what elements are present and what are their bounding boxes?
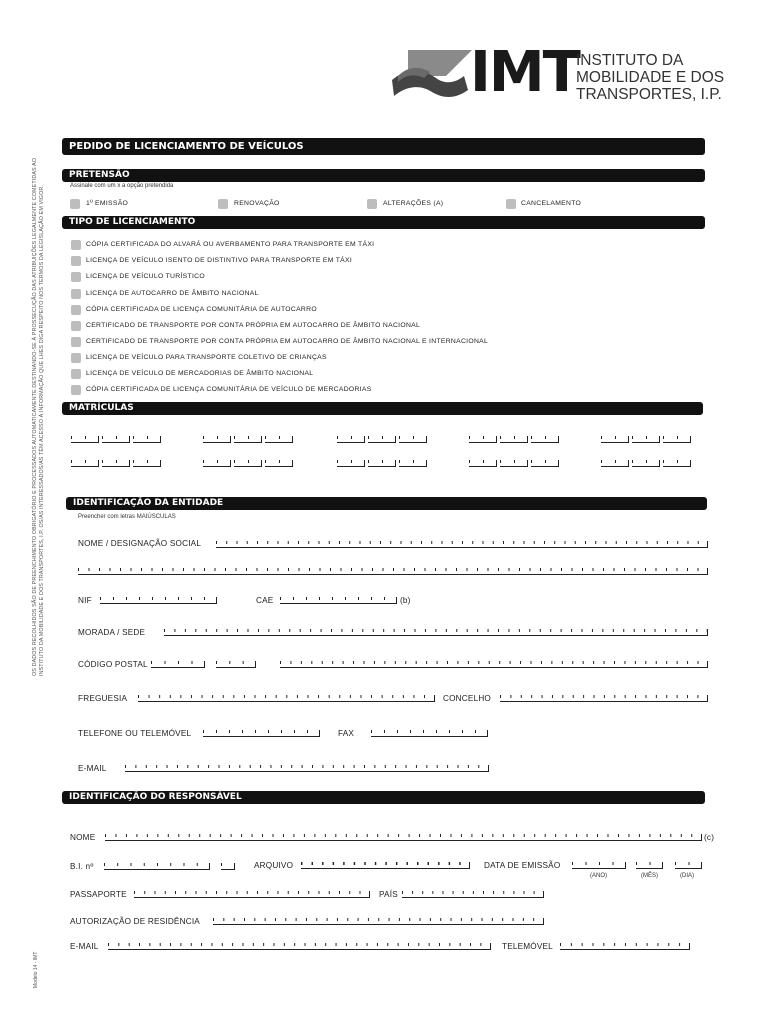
option-label: LICENÇA DE VEÍCULO ISENTO DE DISTINTIVO PARA TRANSPORTE EM TÁXI <box>86 257 353 264</box>
section-heading-matriculas: MATRÍCULAS <box>62 402 703 415</box>
checkbox-renovacao[interactable] <box>218 199 228 209</box>
label-nome-responsavel: NOME <box>70 833 96 842</box>
checkbox-tipo-1[interactable] <box>71 240 81 250</box>
plate-segment-field[interactable] <box>337 436 365 443</box>
plate-segment-field[interactable] <box>203 436 231 443</box>
field-pais[interactable] <box>402 891 544 898</box>
plate-segment-field[interactable] <box>337 460 365 467</box>
option-label: CÓPIA CERTIFICADA DE LICENÇA COMUNITÁRIA DE VEÍCULO DE MERCADORIAS <box>86 386 372 393</box>
label-dia: (DIA) <box>680 873 694 879</box>
checkbox-tipo-4[interactable] <box>71 289 81 299</box>
checkbox-tipo-2[interactable] <box>71 256 81 266</box>
label-fax: FAX <box>338 729 355 738</box>
plate-segment-field[interactable] <box>663 460 691 467</box>
checkbox-tipo-10[interactable] <box>71 385 81 395</box>
label-email-responsavel: E-MAIL <box>70 942 99 951</box>
plate-segment-field[interactable] <box>601 436 629 443</box>
field-data-dia[interactable] <box>675 862 702 869</box>
label-concelho: CONCELHO <box>443 694 492 703</box>
plate-segment-field[interactable] <box>632 436 660 443</box>
plate-segment-field[interactable] <box>234 460 262 467</box>
option-label: CANCELAMENTO <box>521 200 582 207</box>
label-nif: NIF <box>78 596 92 605</box>
field-nome-responsavel[interactable] <box>105 834 702 841</box>
field-data-mes[interactable] <box>636 862 663 869</box>
field-nif[interactable] <box>100 597 217 604</box>
label-bi: B.I. nº <box>70 862 94 871</box>
option-label: CÓPIA CERTIFICADA DE LICENÇA COMUNITÁRIA DE AUTOCARRO <box>86 306 317 313</box>
checkbox-tipo-3[interactable] <box>71 272 81 282</box>
plate-segment-field[interactable] <box>71 436 99 443</box>
plate-segment-field[interactable] <box>368 460 396 467</box>
plate-segment-field[interactable] <box>368 436 396 443</box>
plate-segment-field[interactable] <box>632 460 660 467</box>
field-codigo-postal-3[interactable] <box>216 661 256 668</box>
field-email-responsavel[interactable] <box>108 943 491 950</box>
section-heading-responsavel: IDENTIFICAÇÃO DO RESPONSÁVEL <box>62 791 705 804</box>
form-title: PEDIDO DE LICENCIAMENTO DE VEÍCULOS <box>62 138 705 155</box>
label-nome-designacao: NOME / DESIGNAÇÃO SOCIAL <box>78 539 202 548</box>
plate-segment-field[interactable] <box>102 436 130 443</box>
plate-segment-field[interactable] <box>133 436 161 443</box>
label-autorizacao-residencia: AUTORIZAÇÃO DE RESIDÊNCIA <box>70 917 200 926</box>
plate-segment-field[interactable] <box>531 436 559 443</box>
field-fax[interactable] <box>371 730 488 737</box>
field-telefone[interactable] <box>203 730 320 737</box>
label-email-entidade: E-MAIL <box>78 764 107 773</box>
model-number: Modelo 14 - IMT <box>33 951 39 988</box>
option-label: LICENÇA DE VEÍCULO PARA TRANSPORTE COLETIVO DE CRIANÇAS <box>86 354 327 361</box>
field-localidade-postal[interactable] <box>280 661 708 668</box>
field-data-ano[interactable] <box>572 862 626 869</box>
label-cae: CAE <box>256 596 274 605</box>
label-morada: MORADA / SEDE <box>78 628 146 637</box>
plate-segment-field[interactable] <box>203 460 231 467</box>
plate-segment-field[interactable] <box>102 460 130 467</box>
label-freguesia: FREGUESIA <box>78 694 128 703</box>
label-codigo-postal: CÓDIGO POSTAL <box>78 660 148 669</box>
imt-logo-mark-icon <box>388 46 472 104</box>
field-passaporte[interactable] <box>134 891 370 898</box>
field-codigo-postal-4[interactable] <box>151 661 205 668</box>
nome-note: (c) <box>704 833 715 842</box>
field-freguesia[interactable] <box>138 695 435 702</box>
section-heading-entidade: IDENTIFICAÇÃO DA ENTIDADE <box>66 497 707 510</box>
logo-abbreviation: IMT <box>470 40 579 105</box>
option-label: 1º EMISSÃO <box>86 200 129 207</box>
plate-segment-field[interactable] <box>133 460 161 467</box>
logo-line: INSTITUTO DA <box>576 52 684 69</box>
option-label: ALTERAÇÕES (A) <box>383 200 444 207</box>
field-cae[interactable] <box>280 597 397 604</box>
option-label: CÓPIA CERTIFICADA DO ALVARÁ OU AVERBAMENTO PARA TRANSPORTE EM TÁXI <box>86 241 375 248</box>
section-heading-tipo-licenciamento: TIPO DE LICENCIAMENTO <box>62 216 705 229</box>
logo-institute-name <box>576 52 724 103</box>
label-passaporte: PASSAPORTE <box>70 890 127 899</box>
label-data-emissao: DATA DE EMISSÃO <box>484 861 561 870</box>
plate-segment-field[interactable] <box>71 460 99 467</box>
plate-segment-field[interactable] <box>469 436 497 443</box>
field-morada[interactable] <box>164 629 708 636</box>
cae-note: (b) <box>400 596 411 605</box>
checkbox-tipo-6[interactable] <box>71 321 81 331</box>
checkbox-tipo-5[interactable] <box>71 305 81 315</box>
checkbox-alteracoes[interactable] <box>367 199 377 209</box>
label-mes: (MÊS) <box>641 873 658 879</box>
checkbox-tipo-8[interactable] <box>71 353 81 363</box>
label-pais: PAÍS <box>379 890 398 899</box>
plate-segment-field[interactable] <box>469 460 497 467</box>
section-heading-pretensao: PRETENSÃO <box>62 169 705 182</box>
option-label: LICENÇA DE AUTOCARRO DE ÂMBITO NACIONAL <box>86 290 259 297</box>
field-arquivo[interactable] <box>301 862 470 869</box>
plate-segment-field[interactable] <box>500 460 528 467</box>
label-arquivo: ARQUIVO <box>254 861 294 870</box>
plate-segment-field[interactable] <box>265 460 293 467</box>
field-telemovel[interactable] <box>560 943 690 950</box>
plate-segment-field[interactable] <box>265 436 293 443</box>
label-telefone: TELEFONE OU TELEMÓVEL <box>78 729 192 738</box>
checkbox-primeira-emissao[interactable] <box>70 199 80 209</box>
plate-segment-field[interactable] <box>531 460 559 467</box>
pretensao-hint: Assinale com um x a opção pretendida <box>70 183 174 189</box>
field-email-entidade[interactable] <box>125 765 489 772</box>
plate-segment-field[interactable] <box>234 436 262 443</box>
field-nome-designacao[interactable] <box>216 541 708 548</box>
field-nome-designacao-cont[interactable] <box>78 568 708 575</box>
entidade-hint: Preencher com letras MAIÚSCULAS <box>78 514 176 520</box>
label-telemovel: TELEMÓVEL <box>502 942 553 951</box>
field-concelho[interactable] <box>500 695 708 702</box>
option-label: LICENÇA DE VEÍCULO TURÍSTICO <box>86 273 205 280</box>
plate-segment-field[interactable] <box>399 436 427 443</box>
plate-segment-field[interactable] <box>500 436 528 443</box>
logo-line: MOBILIDADE E DOS <box>576 69 725 86</box>
option-label: CERTIFICADO DE TRANSPORTE POR CONTA PRÓPRIA EM AUTOCARRO DE ÂMBITO NACIONAL <box>86 322 421 329</box>
option-label: RENOVAÇÃO <box>234 200 280 207</box>
data-protection-notice: OS DADOS RECOLHIDOS SÃO DE PREENCHIMENTO OBRIGATÓRIO E PROCESSADOS AUTOMATICAMENTE DESTINANDO-SE À PROSSECUÇÃO DAS ATRIBUIÇÕES LEGALMENTE COMETIDAS AO INSTITUTO DA MOBILIDADE E DOS TRANSPORTES, I.P. OS/AS INTERESSADOS/AS TÊM ACESSO À INFORMAÇÃO QUE LHES DIGA RESPEITO NOS TERMOS DA LEGISLAÇÃO EM VIGOR. <box>32 157 45 676</box>
field-bi[interactable] <box>104 863 210 870</box>
option-label: CERTIFICADO DE TRANSPORTE POR CONTA PRÓPRIA EM AUTOCARRO DE ÂMBITO NACIONAL E INTERNACIONAL <box>86 338 489 345</box>
option-label: LICENÇA DE VEÍCULO DE MERCADORIAS DE ÂMBITO NACIONAL <box>86 370 314 377</box>
checkbox-cancelamento[interactable] <box>506 199 516 209</box>
checkbox-tipo-7[interactable] <box>71 337 81 347</box>
plate-segment-field[interactable] <box>399 460 427 467</box>
label-ano: (ANO) <box>590 873 607 879</box>
checkbox-tipo-9[interactable] <box>71 369 81 379</box>
plate-segment-field[interactable] <box>663 436 691 443</box>
field-autorizacao-residencia[interactable] <box>213 918 544 925</box>
plate-segment-field[interactable] <box>601 460 629 467</box>
field-bi-check-digit[interactable] <box>221 863 235 870</box>
logo-line: TRANSPORTES, I.P. <box>576 86 722 103</box>
